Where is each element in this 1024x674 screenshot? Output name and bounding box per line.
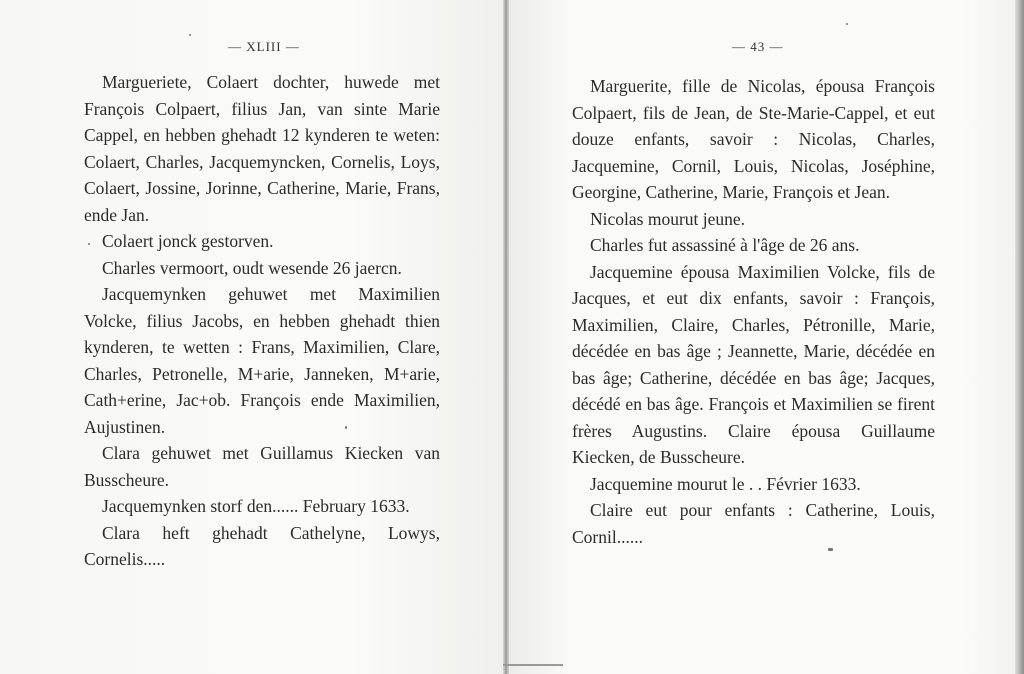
- page-edge-shadow: [1015, 0, 1024, 674]
- right-paragraph: Jacquemine mourut le . . Février 1633.: [590, 473, 861, 494]
- right-paragraph: Marguerite, fille de Nicolas, épousa François Colpaert, fils de Jean, de Ste-Marie-Cappel, et eut douze enfants, savoir : Nicolas, Charles, Jacquemine, Cornil, Louis, Nicolas, Joséphine, Georgine, Catherine, Marie, François et Jean.: [572, 76, 935, 202]
- left-page-folio: — XLIII —: [228, 39, 300, 54]
- ink-speck: [88, 243, 90, 245]
- right-page-text: [572, 73, 935, 550]
- ink-speck: [189, 34, 191, 36]
- right-page-folio: — 43 —: [732, 39, 784, 54]
- ink-speck: [828, 548, 833, 551]
- left-paragraph: Jacquemynken gehuwet met Maximilien Volcke, filius Jacobs, en hebben ghehadt thien kynderen, te wetten : Frans, Maximilien, Clare, Charles, Petronelle, M+arie, Janneken, M+arie, Cath+erine, Jac+ob. François ende Maximilien, Aujustinen.: [84, 284, 440, 437]
- right-paragraph: Nicolas mourut jeune.: [590, 208, 746, 229]
- left-paragraph: Clara heft ghehadt Cathelyne, Lowys, Cornelis.....: [84, 522, 440, 569]
- left-paragraph: Jacquemynken storf den...... February 1633.: [102, 496, 410, 516]
- left-paragraph: Margueriete, Colaert dochter, huwede met François Colpaert, filius Jan, van sinte Marie Cappel, en hebben ghehadt 12 kynderen te weten: Colaert, Charles, Jacquemyncken, Cornelis, Loys, Colaert, Jossine, Jorinne, Catherine, Marie, Frans, ende Jan.: [84, 72, 440, 225]
- right-paragraph: Jacquemine épousa Maximilien Volcke, fils de Jacques, et eut dix enfants, savoir : François, Maximilien, Claire, Charles, Pétronille, Marie, décédée en bas âge ; Jeannette, Marie, décédée en bas âge; Catherine, décédée en bas âge; Jacques, décédé en bas âge. François et Maximilien se firent frères Augustins. Claire épousa Guillaume Kiecken, de Busscheure.: [572, 261, 935, 467]
- left-paragraph: Charles vermoort, oudt wesende 26 jaercn.: [102, 257, 402, 278]
- ink-speck: [846, 23, 848, 25]
- right-paragraph: Charles fut assassiné à l'âge de 26 ans.: [590, 235, 860, 255]
- ink-speck: [345, 426, 347, 429]
- left-page: [0, 0, 503, 674]
- left-paragraph: Clara gehuwet met Guillamus Kiecken van Busscheure.: [84, 443, 440, 490]
- right-page: [509, 0, 1015, 674]
- binding-mark: [503, 664, 563, 666]
- left-page-text: [84, 69, 440, 573]
- left-paragraph: Colaert jonck gestorven.: [102, 231, 274, 251]
- right-paragraph: Claire eut pour enfants : Catherine, Louis, Cornil......: [572, 500, 935, 547]
